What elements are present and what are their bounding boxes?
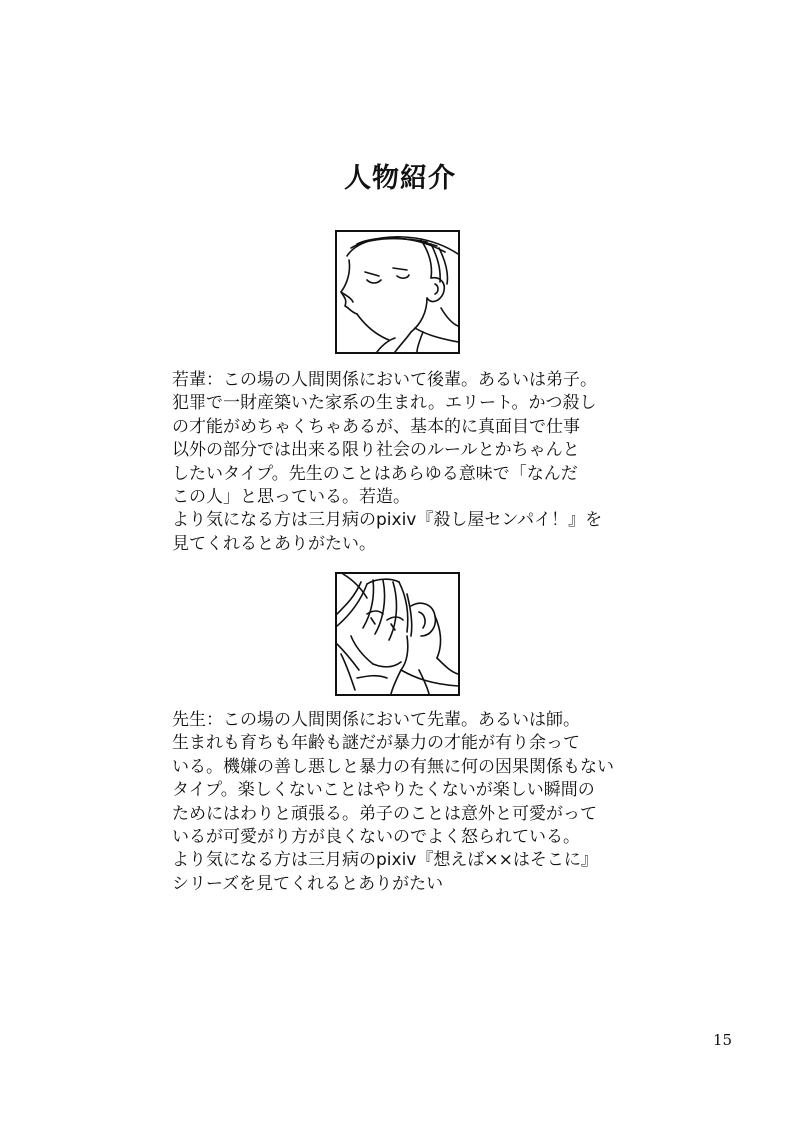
description-line: 見てくれるとありがたい。	[172, 533, 376, 554]
character-description-senior	[172, 709, 672, 896]
description-line: タイプ。楽しくないことはやりたくないが楽しい瞬間の	[172, 780, 595, 801]
senior-sketch-icon	[337, 574, 458, 694]
description-line: 生まれも育ちも年齢も謎だが暴力の才能が有り余って	[172, 733, 580, 754]
description-line: いる。機嫌の善し悪しと暴力の有無に何の因果関係もない	[172, 756, 614, 777]
description-line: より気になる方は三月病のpixiv『想えば××はそこに』	[172, 850, 598, 871]
page-number: 15	[713, 1031, 733, 1049]
page-title: 人物紹介	[344, 163, 456, 194]
description-line: 若輩：この場の人間関係において後輩。あるいは弟子。	[172, 370, 597, 390]
description-line: 先生：この場の人間関係において先輩。あるいは師。	[172, 710, 580, 730]
character-portrait-senior-icon	[335, 572, 460, 696]
description-line: 以外の部分では出来る限り社会のルールとかちゃんと	[172, 440, 580, 461]
description-line: の才能がめちゃくちゃあるが、基本的に真面目で仕事	[172, 416, 580, 437]
description-line: いるが可愛がり方が良くないのでよく怒られている。	[172, 827, 580, 848]
description-line: したいタイプ。先生のことはあらゆる意味で「なんだ	[172, 463, 578, 484]
description-line: この人」と思っている。若造。	[172, 487, 410, 508]
junior-sketch-icon	[337, 232, 458, 352]
description-line: 犯罪で一財産築いた家系の生まれ。エリート。かつ殺し	[172, 393, 597, 414]
character-description-junior	[172, 369, 672, 556]
character-portrait-junior-icon	[335, 230, 460, 354]
description-line: より気になる方は三月病のpixiv『殺し屋センパイ！』を	[172, 510, 603, 531]
description-line: シリーズを見てくれるとありがたい	[172, 873, 444, 894]
description-line: ためにはわりと頑張る。弟子のことは意外と可愛がって	[172, 803, 597, 824]
